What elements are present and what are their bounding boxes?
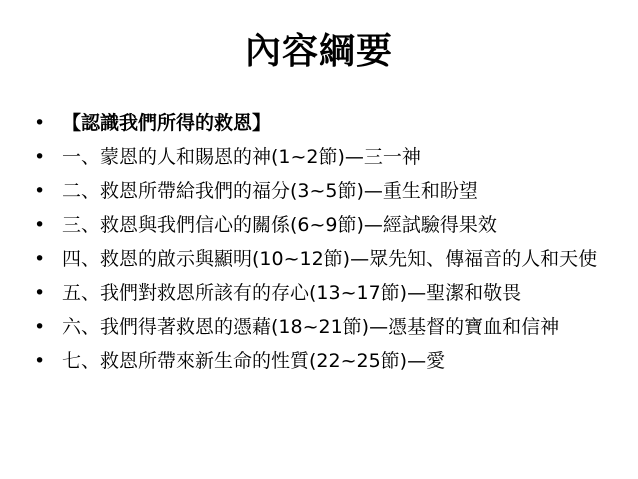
outline-item <box>34 248 610 271</box>
bullet-icon: • <box>34 282 46 304</box>
outline-item-text: 一、蒙恩的人和賜恩的神(1~2節)—三一神 <box>62 146 421 168</box>
outline-item-text: 五、我們對救恩所該有的存心(13~17節)—聖潔和敬畏 <box>62 282 522 304</box>
bullet-icon: • <box>34 350 46 372</box>
outline-item-text: 六、我們得著救恩的憑藉(18~21節)—憑基督的寶血和信神 <box>62 316 560 338</box>
outline-item-text: 二、救恩所帶給我們的福分(3~5節)—重生和盼望 <box>62 180 478 202</box>
outline-item-text: 四、救恩的啟示與顯明(10~12節)—眾先知、傳福音的人和天使 <box>62 248 598 270</box>
slide-title: 內容綱要 <box>244 31 393 72</box>
bullet-icon: • <box>34 248 46 270</box>
outline-item <box>34 282 610 305</box>
outline-item <box>34 180 610 203</box>
outline-item-text: 【認識我們所得的救恩】 <box>62 112 272 134</box>
outline-item <box>34 146 610 169</box>
bullet-icon: • <box>34 146 46 168</box>
outline-item <box>34 112 610 135</box>
outline-item <box>34 316 610 339</box>
outline-list <box>34 112 610 384</box>
bullet-icon: • <box>34 316 46 338</box>
bullet-icon: • <box>34 214 46 236</box>
bullet-icon: • <box>34 112 46 134</box>
outline-item-text: 三、救恩與我們信心的關係(6~9節)—經試驗得果效 <box>62 214 497 236</box>
bullet-icon: • <box>34 180 46 202</box>
outline-item-text: 七、救恩所帶來新生命的性質(22~25節)—愛 <box>62 350 446 372</box>
outline-item <box>34 350 610 373</box>
outline-item <box>34 214 610 237</box>
